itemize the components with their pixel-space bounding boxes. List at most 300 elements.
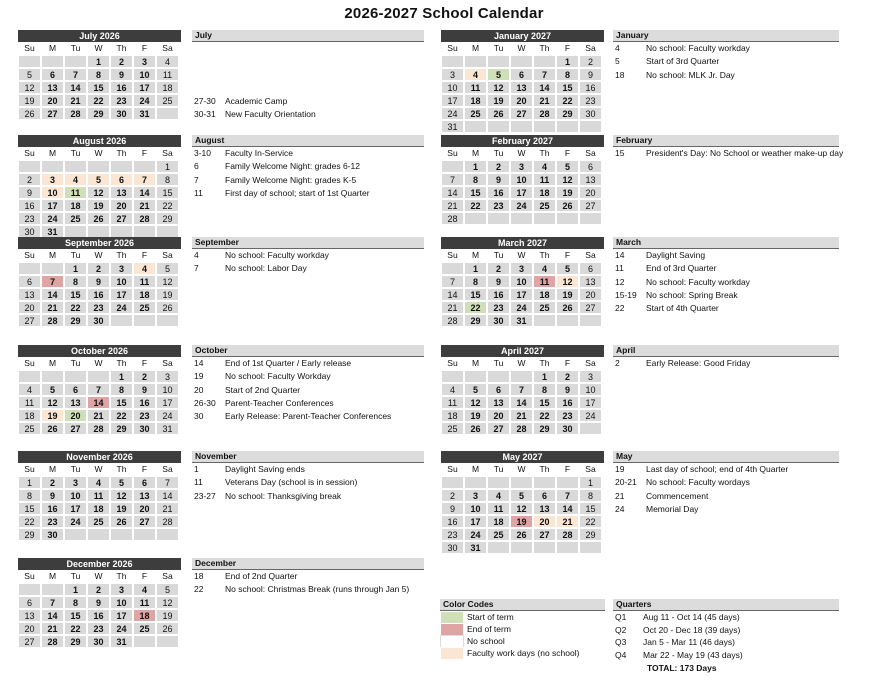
month-events-dec26 (192, 558, 424, 597)
day-cell: 29 (18, 528, 41, 541)
day-cell: 11 (133, 275, 156, 288)
day-cell: 18 (64, 199, 87, 212)
weekday-label: Su (447, 148, 458, 158)
day-cell: 31 (133, 107, 156, 120)
day-cell: 2 (487, 160, 510, 173)
day-cell: 1 (18, 476, 41, 489)
day-cell: 29 (156, 212, 179, 225)
empty-day-cell (133, 314, 156, 327)
day-cell: 19 (556, 288, 579, 301)
empty-day-cell (41, 160, 64, 173)
empty-day-cell (510, 212, 533, 225)
day-cell: 19 (110, 502, 133, 515)
empty-day-cell (487, 212, 510, 225)
empty-day-cell (510, 476, 533, 489)
weekday-label: Sa (585, 43, 596, 53)
day-cell: 27 (133, 515, 156, 528)
events-month-title: January (613, 30, 839, 42)
day-cell: 28 (64, 107, 87, 120)
event-text: Parent-Teacher Conferences (225, 397, 334, 408)
day-cell: 8 (464, 275, 487, 288)
event-text: Start of 3rd Quarter (646, 56, 720, 67)
day-cell: 8 (579, 489, 602, 502)
day-cell: 11 (533, 173, 556, 186)
empty-day-cell (464, 370, 487, 383)
day-cell: 11 (18, 396, 41, 409)
weekday-label: Th (539, 43, 550, 53)
empty-day-cell (441, 262, 464, 275)
day-cell: 15 (64, 609, 87, 622)
day-cell: 3 (64, 476, 87, 489)
day-cell: 23 (487, 301, 510, 314)
day-cell: 15 (87, 81, 110, 94)
month-title: March 2027 (441, 237, 604, 249)
month-title: December 2026 (18, 558, 181, 570)
empty-day-cell (533, 476, 556, 489)
weekday-label: Sa (585, 148, 596, 158)
day-cell: 24 (579, 409, 602, 422)
day-cell: 15 (464, 288, 487, 301)
empty-day-cell (87, 370, 110, 383)
day-cell: 1 (464, 262, 487, 275)
day-cell: 13 (110, 186, 133, 199)
month-title: January 2027 (441, 30, 604, 42)
weekday-label: Sa (162, 571, 173, 581)
event-text: No school: Christmas Break (runs through Jan 5) (225, 584, 410, 595)
day-cell: 19 (156, 609, 179, 622)
day-cell: 23 (87, 622, 110, 635)
day-cell: 29 (64, 314, 87, 327)
day-cell: 15 (464, 186, 487, 199)
empty-day-cell (579, 541, 602, 554)
day-cell: 4 (64, 173, 87, 186)
day-cell: 19 (41, 409, 64, 422)
weekday-label: Su (24, 571, 35, 581)
day-cell: 25 (87, 515, 110, 528)
day-cell: 19 (556, 186, 579, 199)
event-date: 6 (194, 161, 199, 172)
month-calendar-aug26 (18, 135, 181, 238)
event-date: 30-31 (194, 109, 216, 120)
events-month-title: April (613, 345, 839, 357)
weekday-label: Sa (162, 358, 173, 368)
events-month-title: March (613, 237, 839, 249)
weekday-label: Th (116, 250, 127, 260)
day-cell: 23 (556, 409, 579, 422)
day-cell: 21 (441, 301, 464, 314)
weekday-label: Su (24, 43, 35, 53)
month-title: July 2026 (18, 30, 181, 42)
day-cell: 4 (87, 476, 110, 489)
day-cell: 11 (133, 596, 156, 609)
day-cell: 31 (110, 635, 133, 648)
weekday-label: M (48, 358, 57, 368)
day-cell: 2 (87, 583, 110, 596)
event-row (192, 160, 424, 173)
day-cell: 16 (441, 515, 464, 528)
day-cell: 8 (64, 596, 87, 609)
weekday-label: F (141, 250, 148, 260)
day-cell: 7 (64, 68, 87, 81)
month-events-apr27 (613, 345, 839, 370)
day-cell: 7 (41, 275, 64, 288)
weekday-label: Tu (493, 464, 504, 474)
empty-day-cell (441, 160, 464, 173)
month-events-nov26 (192, 451, 424, 503)
day-cell: 3 (156, 370, 179, 383)
empty-day-cell (510, 370, 533, 383)
day-cell: 30 (87, 314, 110, 327)
event-row (192, 249, 424, 262)
day-cell: 9 (41, 489, 64, 502)
day-cell: 20 (110, 199, 133, 212)
event-date: 7 (194, 263, 199, 274)
event-row (192, 490, 424, 503)
weekday-label: Tu (493, 43, 504, 53)
empty-day-cell (441, 370, 464, 383)
day-cell: 3 (579, 370, 602, 383)
weekday-label: Su (24, 250, 35, 260)
empty-day-cell (487, 476, 510, 489)
day-cell: 7 (41, 596, 64, 609)
empty-day-cell (556, 314, 579, 327)
day-cell: 14 (441, 288, 464, 301)
day-cell: 17 (579, 396, 602, 409)
event-row (192, 570, 424, 583)
empty-day-cell (18, 583, 41, 596)
day-cell: 2 (110, 55, 133, 68)
day-cell: 23 (41, 515, 64, 528)
event-date: 30 (194, 411, 204, 422)
weekday-label: Tu (493, 250, 504, 260)
day-cell: 17 (41, 199, 64, 212)
day-cell: 27 (18, 314, 41, 327)
day-cell: 26 (510, 528, 533, 541)
day-cell: 25 (533, 301, 556, 314)
day-cell: 10 (133, 68, 156, 81)
weekday-label: F (564, 148, 571, 158)
day-cell: 18 (533, 186, 556, 199)
day-cell: 2 (87, 262, 110, 275)
day-cell: 28 (510, 422, 533, 435)
day-cell: 28 (41, 314, 64, 327)
event-date: 15-19 (615, 289, 637, 300)
empty-day-cell (18, 370, 41, 383)
day-cell: 24 (64, 515, 87, 528)
weekday-label: Tu (70, 571, 81, 581)
day-cell: 29 (533, 422, 556, 435)
weekday-label: Sa (162, 43, 173, 53)
event-row (192, 410, 424, 423)
event-spacer (192, 55, 424, 68)
day-cell: 4 (464, 68, 487, 81)
day-cell: 1 (533, 370, 556, 383)
empty-day-cell (510, 55, 533, 68)
day-cell: 5 (87, 173, 110, 186)
day-cell: 3 (510, 160, 533, 173)
day-cell: 25 (133, 301, 156, 314)
event-row (613, 42, 839, 55)
day-cell: 21 (41, 622, 64, 635)
event-row (192, 357, 424, 370)
day-cell: 27 (510, 107, 533, 120)
day-cell: 7 (156, 476, 179, 489)
empty-day-cell (64, 370, 87, 383)
day-cell: 13 (487, 396, 510, 409)
month-grid (441, 249, 604, 327)
weekday-label: Tu (70, 148, 81, 158)
day-cell: 15 (533, 396, 556, 409)
empty-day-cell (18, 55, 41, 68)
day-cell: 1 (556, 55, 579, 68)
day-cell: 27 (18, 635, 41, 648)
day-cell: 28 (441, 314, 464, 327)
event-text: No school: Labor Day (225, 263, 307, 274)
event-text: Start of 2nd Quarter (225, 384, 301, 395)
day-cell: 31 (510, 314, 533, 327)
day-cell: 15 (18, 502, 41, 515)
month-calendar-jan27 (441, 30, 604, 133)
empty-day-cell (110, 314, 133, 327)
event-row (192, 95, 424, 108)
empty-day-cell (556, 212, 579, 225)
day-cell: 24 (510, 301, 533, 314)
event-date: 14 (615, 250, 625, 260)
event-text: Memorial Day (646, 503, 699, 514)
day-cell: 29 (556, 107, 579, 120)
day-cell: 12 (87, 186, 110, 199)
day-cell: 11 (87, 489, 110, 502)
day-cell: 29 (87, 107, 110, 120)
day-cell: 8 (87, 68, 110, 81)
event-date: 3-10 (194, 148, 212, 158)
day-cell: 3 (133, 55, 156, 68)
weekday-label: W (94, 43, 103, 53)
events-month-title: November (192, 451, 424, 463)
month-grid (18, 463, 181, 541)
weekday-label: W (517, 148, 526, 158)
month-events-oct26 (192, 345, 424, 423)
day-cell: 3 (110, 583, 133, 596)
day-cell: 14 (156, 489, 179, 502)
day-cell: 5 (110, 476, 133, 489)
event-text: No school: Faculty workday (646, 276, 750, 287)
event-text: End of 3rd Quarter (646, 263, 717, 274)
day-cell: 28 (441, 212, 464, 225)
event-text: No school: Faculty workday (646, 43, 750, 53)
day-cell: 3 (510, 262, 533, 275)
day-cell: 31 (156, 422, 179, 435)
empty-day-cell (464, 120, 487, 133)
day-cell: 30 (556, 422, 579, 435)
day-cell: 13 (41, 81, 64, 94)
day-cell: 1 (156, 160, 179, 173)
day-cell: 23 (487, 199, 510, 212)
day-cell: 16 (41, 502, 64, 515)
day-cell: 17 (441, 94, 464, 107)
day-cell: 5 (510, 489, 533, 502)
day-cell: 15 (579, 502, 602, 515)
day-cell: 21 (87, 409, 110, 422)
legend-label: End of term (467, 624, 511, 634)
empty-day-cell (156, 314, 179, 327)
month-title: September 2026 (18, 237, 181, 249)
events-month-title: September (192, 237, 424, 249)
event-text: Faculty In-Service (225, 148, 294, 158)
day-cell: 10 (110, 275, 133, 288)
empty-day-cell (64, 160, 87, 173)
day-cell: 17 (133, 81, 156, 94)
day-cell: 5 (487, 68, 510, 81)
day-cell: 5 (156, 583, 179, 596)
event-date: 11 (194, 477, 203, 488)
empty-day-cell (64, 55, 87, 68)
day-cell: 9 (133, 383, 156, 396)
day-cell: 25 (64, 212, 87, 225)
empty-day-cell (156, 528, 179, 541)
legend-label: Start of term (467, 612, 514, 622)
event-text: Commencement (646, 490, 709, 501)
month-title: February 2027 (441, 135, 604, 147)
day-cell: 25 (533, 199, 556, 212)
day-cell: 30 (487, 314, 510, 327)
quarter-label: Q4 (615, 649, 627, 660)
event-date: 11 (194, 187, 203, 198)
month-title: May 2027 (441, 451, 604, 463)
weekday-label: Tu (70, 43, 81, 53)
day-cell: 4 (156, 55, 179, 68)
day-cell: 22 (556, 94, 579, 107)
day-cell: 17 (110, 288, 133, 301)
day-cell: 25 (487, 528, 510, 541)
weekday-label: F (564, 358, 571, 368)
weekday-label: F (141, 358, 148, 368)
event-row (613, 503, 839, 516)
weekday-label: W (517, 358, 526, 368)
event-spacer (192, 42, 424, 55)
day-cell: 10 (441, 81, 464, 94)
day-cell: 24 (510, 199, 533, 212)
day-cell: 30 (441, 541, 464, 554)
day-cell: 23 (441, 528, 464, 541)
day-cell: 11 (441, 396, 464, 409)
day-cell: 30 (133, 422, 156, 435)
day-cell: 26 (156, 622, 179, 635)
day-cell: 2 (133, 370, 156, 383)
weekday-label: Tu (70, 250, 81, 260)
day-cell: 17 (110, 609, 133, 622)
event-spacer (192, 69, 424, 82)
month-calendar-oct26 (18, 345, 181, 435)
day-cell: 6 (41, 68, 64, 81)
month-grid (441, 147, 604, 225)
empty-day-cell (41, 583, 64, 596)
day-cell: 5 (556, 262, 579, 275)
legend-item (440, 611, 605, 623)
weekday-label: W (94, 464, 103, 474)
weekday-label: Tu (70, 464, 81, 474)
event-row (613, 69, 839, 82)
day-cell: 19 (464, 409, 487, 422)
month-calendar-dec26 (18, 558, 181, 648)
weekday-label: Sa (585, 358, 596, 368)
event-text: End of 2nd Quarter (225, 571, 298, 581)
event-text: Family Welcome Night: grades 6-12 (225, 161, 360, 172)
event-row (192, 463, 424, 476)
empty-day-cell (441, 476, 464, 489)
weekday-label: Su (447, 43, 458, 53)
weekday-label: Th (539, 148, 550, 158)
day-cell: 13 (133, 489, 156, 502)
day-cell: 30 (18, 225, 41, 238)
event-text: Last day of school; end of 4th Quarter (646, 464, 789, 474)
day-cell: 13 (18, 609, 41, 622)
event-row (613, 302, 839, 315)
empty-day-cell (110, 160, 133, 173)
month-title: August 2026 (18, 135, 181, 147)
weekday-label: F (141, 571, 148, 581)
day-cell: 21 (41, 301, 64, 314)
event-date: 4 (194, 250, 199, 260)
empty-day-cell (579, 212, 602, 225)
legend-item (440, 635, 605, 647)
weekday-label: W (94, 250, 103, 260)
day-cell: 27 (579, 301, 602, 314)
quarters-summary (613, 599, 839, 675)
day-cell: 14 (41, 288, 64, 301)
month-events-sep26 (192, 237, 424, 276)
day-cell: 3 (441, 68, 464, 81)
day-cell: 6 (18, 596, 41, 609)
event-row (192, 187, 424, 200)
day-cell: 28 (87, 422, 110, 435)
day-cell: 20 (579, 288, 602, 301)
month-grid (18, 42, 181, 120)
event-date: 18 (194, 571, 204, 581)
day-cell: 25 (18, 422, 41, 435)
event-text: New Faculty Orientation (225, 109, 316, 120)
event-date: 19 (194, 371, 204, 382)
month-grid (441, 357, 604, 435)
day-cell: 13 (579, 275, 602, 288)
day-cell: 10 (510, 275, 533, 288)
day-cell: 5 (464, 383, 487, 396)
day-cell: 15 (556, 81, 579, 94)
weekday-label: F (564, 250, 571, 260)
day-cell: 21 (64, 94, 87, 107)
empty-day-cell (18, 262, 41, 275)
day-cell: 25 (133, 622, 156, 635)
day-cell: 20 (487, 409, 510, 422)
weekday-label: M (48, 250, 57, 260)
day-cell: 12 (156, 275, 179, 288)
event-row (613, 147, 844, 160)
weekday-label: Sa (585, 250, 596, 260)
day-cell: 21 (133, 199, 156, 212)
event-row (192, 583, 424, 596)
weekday-label: Sa (162, 148, 173, 158)
event-text: Daylight Saving ends (225, 464, 305, 474)
event-text: End of 1st Quarter / Early release (225, 358, 352, 368)
day-cell: 18 (464, 94, 487, 107)
day-cell: 7 (133, 173, 156, 186)
day-cell: 6 (579, 262, 602, 275)
day-cell: 26 (18, 107, 41, 120)
event-row (613, 276, 839, 289)
event-date: 26-30 (194, 397, 216, 408)
day-cell: 27 (64, 422, 87, 435)
day-cell: 4 (18, 383, 41, 396)
